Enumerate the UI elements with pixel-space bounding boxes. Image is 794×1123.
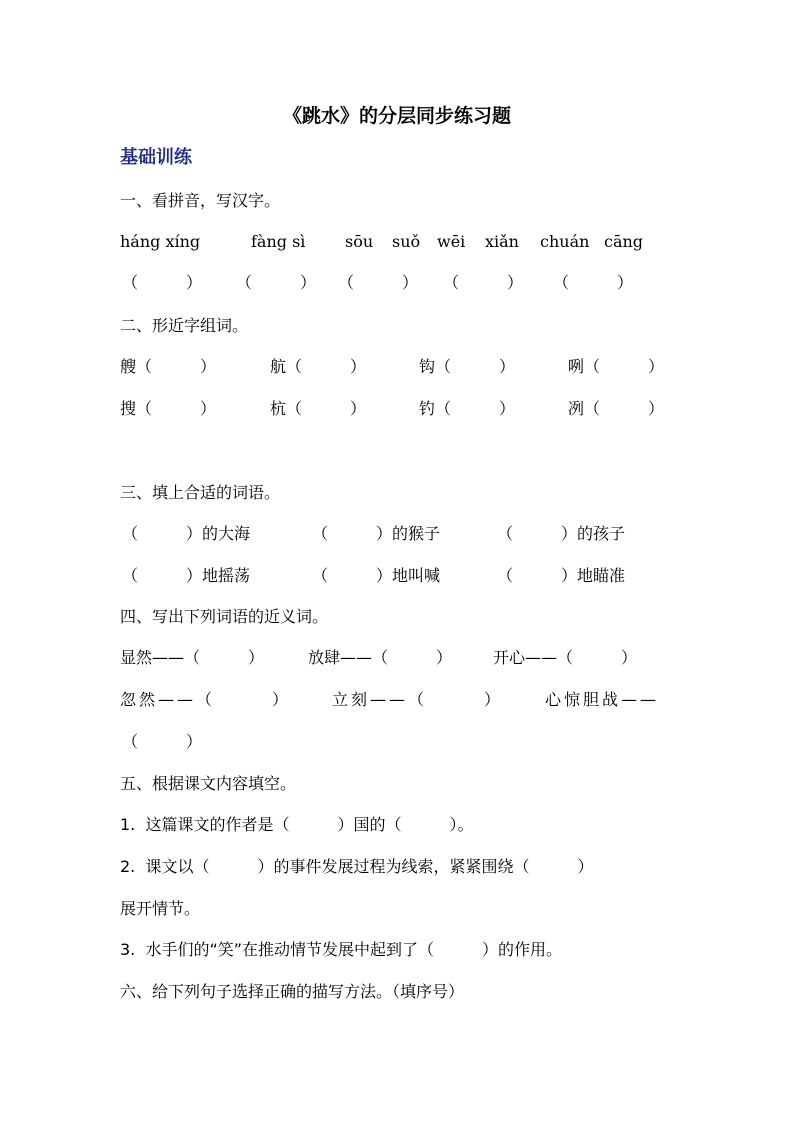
pinyin-item: suǒ <box>392 232 421 251</box>
section-6-heading: 六、给下列句子选择正确的描写方法。（填序号） <box>120 982 465 1001</box>
page-title: 《跳水》的分层同步练习题 <box>282 105 511 127</box>
pinyin-item: chuán <box>540 232 590 251</box>
question-1[interactable]: 1. 这篇课文的作者是（ ）国的（ ）。 <box>120 815 474 834</box>
synonym-blank[interactable]: 忽然——（ ） <box>120 690 292 709</box>
answer-blank[interactable]: （ ） <box>553 273 634 292</box>
synonym-blank[interactable]: 立刻——（ ） <box>332 690 504 709</box>
section-subtitle: 基础训练 <box>120 147 192 168</box>
synonym-blank[interactable]: 放肆——（ ） <box>308 648 453 667</box>
phrase-blank[interactable]: （ ）的猴子 <box>312 524 441 543</box>
word-blank[interactable]: 搜（ ） <box>120 399 217 418</box>
pinyin-item: wēi <box>437 232 466 251</box>
word-blank[interactable]: 钓（ ） <box>419 399 516 418</box>
word-blank[interactable]: 咧（ ） <box>568 357 665 376</box>
phrase-blank[interactable]: （ ）地摇荡 <box>122 566 251 585</box>
synonym-blank: 心惊胆战—— <box>545 690 660 709</box>
section-2-heading: 二、形近字组词。 <box>120 316 249 335</box>
word-blank[interactable]: 杭（ ） <box>270 399 367 418</box>
section-3-heading: 三、填上合适的词语。 <box>120 483 281 502</box>
answer-blank[interactable]: （ ） <box>338 273 419 292</box>
section-4-heading: 四、写出下列词语的近义词。 <box>120 607 329 626</box>
question-2-continued: 展开情节。 <box>120 899 201 918</box>
pinyin-item: sōu <box>345 232 374 251</box>
phrase-blank[interactable]: （ ）地瞄准 <box>497 566 626 585</box>
word-blank[interactable]: 冽（ ） <box>568 399 665 418</box>
phrase-blank[interactable]: （ ）地叫喊 <box>312 566 441 585</box>
pinyin-item: háng xíng <box>120 232 201 251</box>
synonym-blank[interactable]: 显然——（ ） <box>120 648 265 667</box>
phrase-blank[interactable]: （ ）的孩子 <box>497 524 626 543</box>
section-5-heading: 五、根据课文内容填空。 <box>120 774 297 793</box>
pinyin-item: xiǎn <box>485 232 519 251</box>
question-3[interactable]: 3. 水手们的“笑”在推动情节发展中起到了（ ）的作用。 <box>120 940 563 959</box>
section-1-heading: 一、看拼音，写汉字。 <box>120 191 281 210</box>
synonym-blank[interactable]: 开心——（ ） <box>493 648 638 667</box>
answer-blank[interactable]: （ ） <box>236 273 317 292</box>
synonym-blank[interactable]: （ ） <box>122 732 203 751</box>
answer-blank[interactable]: （ ） <box>443 273 524 292</box>
word-blank[interactable]: 艘（ ） <box>120 357 217 376</box>
word-blank[interactable]: 钩（ ） <box>419 357 516 376</box>
phrase-blank[interactable]: （ ）的大海 <box>122 524 251 543</box>
question-2[interactable]: 2. 课文以（ ）的事件发展过程为线索，紧紧围绕（ ） <box>120 857 594 876</box>
word-blank[interactable]: 航（ ） <box>270 357 367 376</box>
pinyin-item: cāng <box>604 232 644 251</box>
answer-blank[interactable]: （ ） <box>122 273 203 292</box>
pinyin-item: fàng sì <box>251 232 306 251</box>
